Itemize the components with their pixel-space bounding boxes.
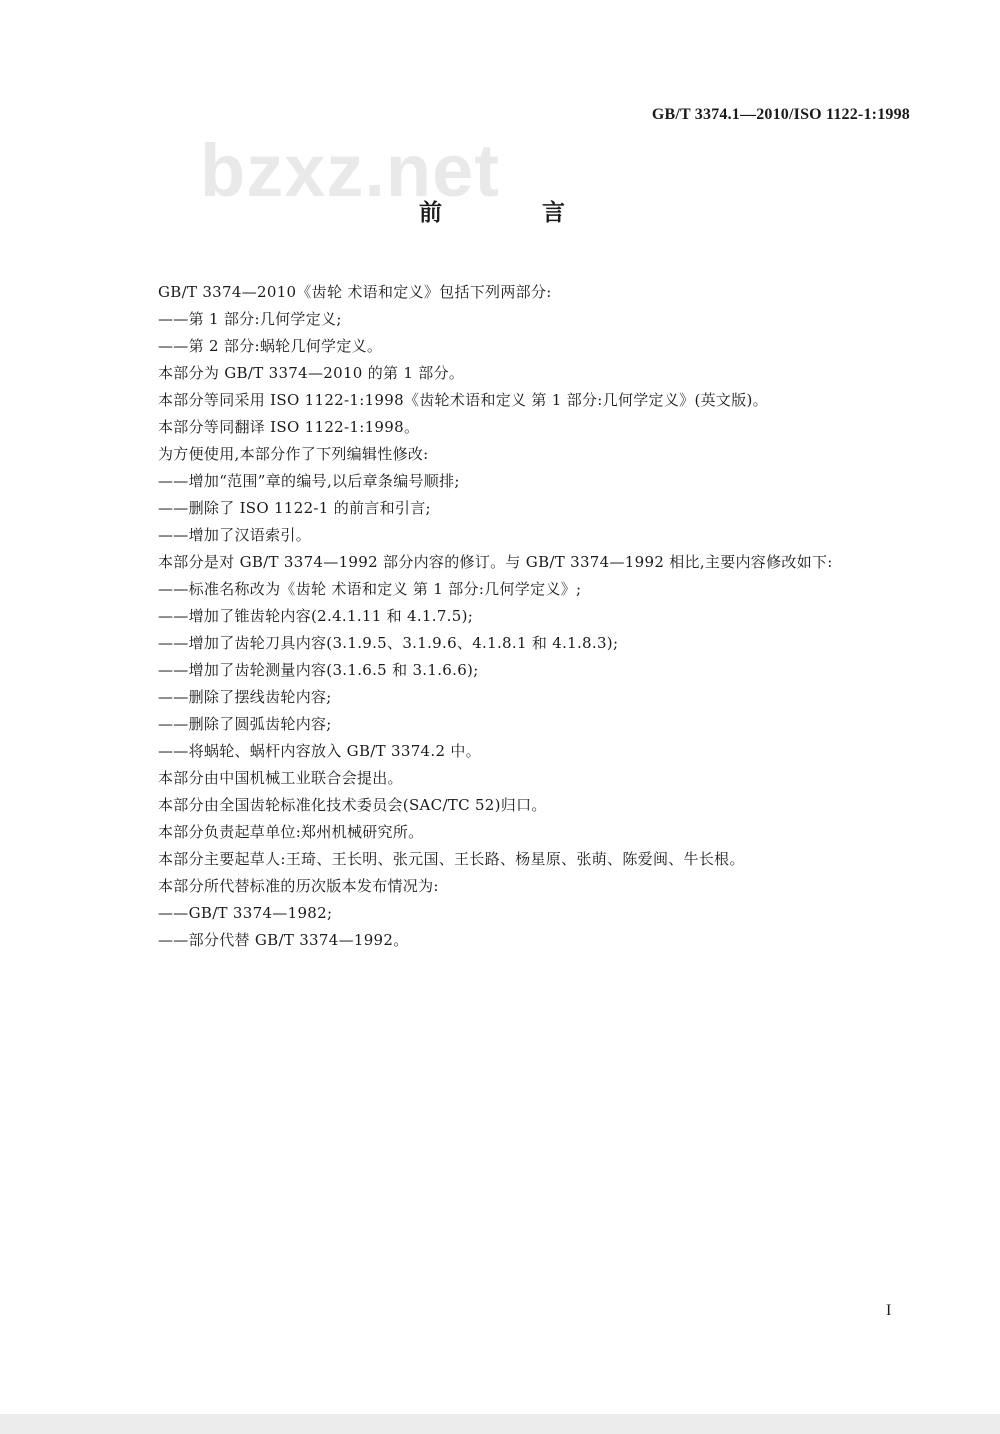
list-item: ——增加了齿轮刀具内容(3.1.9.5、3.1.9.6、4.1.8.1 和 4.1.8.3); bbox=[158, 634, 619, 652]
list-item: ——删除了 ISO 1122-1 的前言和引言; bbox=[158, 499, 431, 517]
list-item: ——第 1 部分:几何学定义; bbox=[158, 310, 342, 328]
list-item: ——增加了锥齿轮内容(2.4.1.11 和 4.1.7.5); bbox=[158, 607, 474, 625]
list-item: ——GB/T 3374—1982; bbox=[158, 904, 333, 922]
paragraph-line: 本部分由全国齿轮标准化技术委员会(SAC/TC 52)归口。 bbox=[158, 796, 547, 814]
list-item: ——删除了摆线齿轮内容; bbox=[158, 688, 332, 706]
paragraph-line: 本部分由中国机械工业联合会提出。 bbox=[158, 769, 403, 787]
list-item: ——标准名称改为《齿轮 术语和定义 第 1 部分:几何学定义》; bbox=[158, 580, 582, 598]
standard-number: GB/T 3374.1—2010/ISO 1122-1:1998 bbox=[651, 106, 910, 123]
paragraph-line: 本部分负责起草单位:郑州机械研究所。 bbox=[158, 823, 424, 841]
paragraph-line: 本部分是对 GB/T 3374—1992 部分内容的修订。与 GB/T 3374—1992 相比,主要内容修改如下: bbox=[158, 553, 833, 571]
paragraph-line: 本部分所代替标准的历次版本发布情况为: bbox=[158, 877, 439, 895]
list-item: ——部分代替 GB/T 3374—1992。 bbox=[158, 931, 409, 949]
list-item: ——增加“范围”章的编号,以后章条编号顺排; bbox=[158, 472, 460, 490]
paragraph-line: 本部分主要起草人:王琦、王长明、张元国、王长路、杨星原、张萌、陈爱闽、牛长根。 bbox=[158, 850, 745, 868]
paragraph-line: 本部分等同采用 ISO 1122-1:1998《齿轮术语和定义 第 1 部分:几何学定义》(英文版)。 bbox=[158, 391, 768, 409]
list-item: ——增加了齿轮测量内容(3.1.6.5 和 3.1.6.6); bbox=[158, 661, 479, 679]
paragraph-line: 本部分等同翻译 ISO 1122-1:1998。 bbox=[158, 418, 420, 436]
viewer-bottom-edge bbox=[0, 1414, 1000, 1434]
paragraph-line: 本部分为 GB/T 3374—2010 的第 1 部分。 bbox=[158, 364, 465, 382]
list-item: ——增加了汉语索引。 bbox=[158, 526, 312, 544]
page-number: I bbox=[886, 1302, 892, 1319]
paragraph-line: GB/T 3374—2010《齿轮 术语和定义》包括下列两部分: bbox=[158, 283, 552, 301]
list-item: ——将蜗轮、蜗杆内容放入 GB/T 3374.2 中。 bbox=[158, 742, 481, 760]
section-title: 前 言 bbox=[418, 200, 611, 226]
list-item: ——第 2 部分:蜗轮几何学定义。 bbox=[158, 337, 383, 355]
foreword-body bbox=[158, 279, 918, 954]
paragraph-line: 为方便使用,本部分作了下列编辑性修改: bbox=[158, 445, 429, 463]
watermark: bzxz.net bbox=[200, 129, 500, 212]
list-item: ——删除了圆弧齿轮内容; bbox=[158, 715, 332, 733]
